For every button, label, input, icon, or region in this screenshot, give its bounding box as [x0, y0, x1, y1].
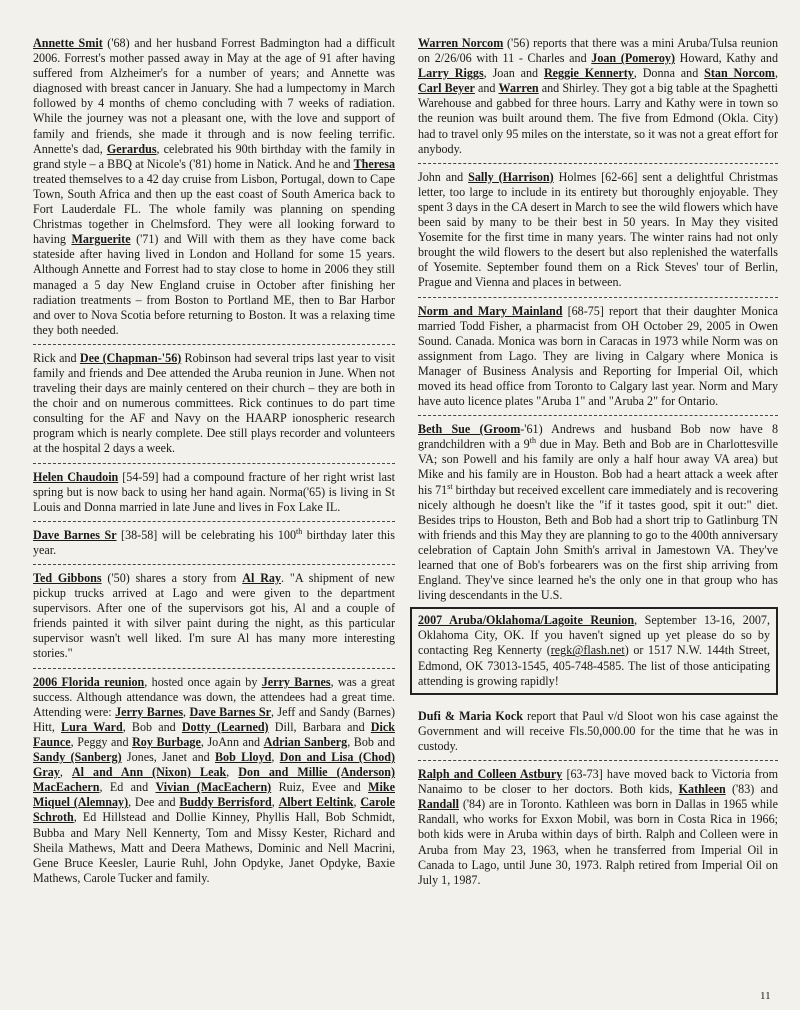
entry-astbury — [418, 767, 778, 888]
name-highlight: Adrian Sanberg — [263, 734, 348, 749]
entry-text: Ruiz, Evee and — [271, 780, 369, 795]
entry-text: , Ed Hillstead and Dollie Kinney, Phyllis Hall, Bob Schmidt, Bubba and Mary Nell Kennerty, Tom and Missy Kester, Richard and Sheila Mathews, Matt and Deera Mathews, Dominic and Nell Macrini, Gene Bruce Keesler, Laurie Ruhl, John Opdyke, Janet Opdyke, Baxie Mathews, Carole Tucker and family. — [33, 810, 395, 885]
name-highlight: Dufi & Maria Kock — [418, 708, 523, 723]
entry-text: . "A shipment of new pickup trucks arrived at Lago and were given to the department supervisors. After one of the supervisors got his, Al and a couple of friends painted it with silver paint during the night, as this particular supervisor wasn't well liked. I'm sure Al has many more interesting stories." — [33, 571, 395, 661]
name-highlight: Theresa — [353, 156, 395, 171]
entry-text: st — [447, 481, 453, 491]
entry-smit — [33, 36, 395, 338]
name-highlight: Dee (Chapman-'56) — [79, 350, 182, 365]
name-highlight: Carole Schroth — [33, 795, 396, 825]
entry-text: ('84) are in Toronto. Kathleen was born in Dallas in 1965 while Randall, who works for Exxon Mobil, was born in Costa Rica in 1966; both kids were in Aruba within days of birth. Ralph and Colleen were in Aruba from May 23, 1963, when he transferred from Imperial Oil in Canada to Lago, until June 30, 1973. Ralph retired from Imperial Oil on July 1, 1987. — [418, 797, 778, 887]
entry-holmes — [418, 170, 778, 291]
entry-text: , Dee and — [128, 795, 180, 810]
entry-text: Jones, Janet and — [121, 750, 215, 765]
entry-text: , Peggy and — [70, 734, 133, 749]
name-highlight: Roy Burbage — [132, 734, 201, 749]
entry-separator — [33, 521, 395, 522]
name-highlight: Larry Riggs — [418, 66, 484, 81]
name-highlight: Norm and Mary Mainland — [418, 303, 563, 318]
entry-text: report that Paul v/d Sloot won his case against the Government and will receive Fls.50,000.00 for the time that he was in custody. — [418, 708, 778, 753]
email-link[interactable]: regk@flash.net — [550, 643, 625, 658]
entry-text: Rick and — [33, 350, 80, 365]
entry-text: , — [271, 750, 280, 765]
entry-text: ('71) and Will with them as they have come back stateside after having lived in London and Holland for some 15 years. Although Annette and Forrest had to stay close to home in 2006 they still managed a 5 day New England cruise in October after finishing her radiation treatments – from Boston to Portland ME, then to Bar Harbor and over to Nova Scotia before returning to Boston. It was a relaxing time they both needed. — [33, 232, 395, 337]
entry-separator — [33, 668, 395, 669]
name-highlight: Dave Barnes Sr — [33, 527, 117, 542]
entry-text: -'61) Andrews and husband Bob now have 8 grandchildren with a 9 — [418, 422, 778, 452]
entry-text: th — [296, 526, 303, 536]
name-highlight: Marguerite — [71, 232, 131, 247]
entry-text: ('56) reports that there was a mini Aruba/Tulsa reunion on 2/26/06 with 11 - Charles and — [418, 36, 778, 66]
name-highlight: Dotty (Learned) — [181, 719, 269, 734]
name-highlight: Warren — [498, 81, 539, 96]
entry-text: , Jeff and Sandy (Barnes) Hitt, — [33, 704, 395, 734]
entry-spacer — [418, 701, 778, 709]
right-column — [418, 36, 778, 888]
entry-mainland — [418, 304, 778, 410]
name-highlight: Gerardus — [106, 141, 157, 156]
entry-text: Holmes [62-66] sent a delightful Christmas letter, too large to include in its entirety but thoroughly enjoyable. They spent 3 days in the CA desert in March to see the wild flowers which have been said by many to be their best in 50 years. In May they visited Yosemite for the first time in many years. The winter rains had not only brought the wild flowers to the desert but also replenished the waterfalls of Yosemite. September found them on a Rick Steves' tour of Berlin, Prague and Vienna and places in between. — [418, 169, 778, 290]
entry-florida — [33, 675, 395, 886]
entry-text: , September 13-16, 2007, Oklahoma City, OK. If you haven't signed up yet please do so by contacting Reg Kennerty ( — [418, 613, 770, 658]
name-highlight: Bob Lloyd — [214, 750, 272, 765]
entry-text: , hosted once again by — [144, 674, 262, 689]
entry-text: , Bob and — [122, 719, 182, 734]
entry-text: birthday later this year. — [33, 527, 395, 557]
name-highlight: Beth Sue (Groom — [418, 422, 521, 437]
name-highlight: Vivian (MacEachern) — [155, 780, 272, 795]
entry-barnes — [33, 528, 395, 558]
entry-andrews — [418, 422, 778, 603]
name-highlight: Kathleen — [678, 782, 726, 797]
name-highlight: Buddy Berrisford — [179, 795, 272, 810]
name-highlight: Carl Beyer — [418, 81, 475, 96]
entry-separator — [418, 760, 778, 761]
name-highlight: Sandy (Sanberg) — [33, 750, 122, 765]
name-highlight: Jerry Barnes — [261, 674, 331, 689]
name-highlight: Annette Smit — [33, 36, 103, 50]
entry-text: [68-75] report that their daughter Monica married Todd Fisher, a pharmacist from OH October 29, 2005 in Owen Sound. Canada. Monica was born in Caracas in 1973 while Norm was on assignment from Lago. They are living in Calgary where Monica is Manager of Business Analysis and Reporting for Imperial Oil, which moved its head office from Toronto to Calgary last year. Norm and Mary have auto licence plates "Aruba 1" and "Aruba 2" for Ontario. — [418, 303, 778, 409]
entry-text: [38-58] will be celebrating his 100 — [116, 527, 296, 542]
entry-text: , — [353, 795, 361, 810]
entry-text: , JoAnn and — [200, 734, 264, 749]
entry-reunion — [410, 607, 778, 694]
name-highlight: Dave Barnes Sr — [189, 704, 271, 719]
name-highlight: Al and Ann (Nixon) Leak — [71, 765, 227, 780]
entry-separator — [33, 463, 395, 464]
page-number: 11 — [760, 990, 771, 1002]
entry-text: and — [474, 81, 499, 96]
entry-text: , Joan and — [483, 66, 544, 81]
entry-separator — [33, 564, 395, 565]
entry-text: ('83) and — [725, 782, 778, 797]
entry-robinson — [33, 351, 395, 457]
entry-text: , — [226, 765, 239, 780]
entry-separator — [418, 297, 778, 298]
entry-text: Howard, Kathy and — [675, 51, 778, 66]
entry-text: , Bob and — [347, 734, 395, 749]
entry-text: treated themselves to a 42 day cruise from Lisbon, Portugal, down to Cape Town, South Africa and then up the east coast of South America back to Fort Lauderdale FL. The whole family was planning on spending Christmas together in Chelmsford. They were all looking forward to having — [33, 171, 395, 247]
name-highlight: Mike Miquel (Alemnay) — [33, 780, 395, 810]
left-column — [33, 36, 395, 886]
name-highlight: Dick Faunce — [33, 719, 395, 749]
name-highlight: Sally (Harrison) — [468, 169, 554, 184]
name-highlight: Don and Millie (Anderson) MacEachern — [33, 765, 396, 795]
name-highlight: Ralph and Colleen Astbury — [418, 767, 563, 782]
name-highlight: Al Ray — [242, 571, 282, 585]
entry-separator — [418, 163, 778, 164]
entry-text: , Ed and — [99, 780, 156, 795]
name-highlight: Ted Gibbons — [33, 571, 102, 585]
entry-text: and Shirley. They got a big table at the Spaghetti Warehouse and gabbed for three hours. Larry and Kathy were in town so the reunion was built around them. The five from Edmond (Okla. City) had to travel only 95 miles on the interstate, so it was not a great effort for anybody. — [418, 81, 779, 156]
entry-text: , — [59, 765, 72, 780]
name-highlight: Lura Ward — [61, 719, 123, 734]
entry-text: Robinson had several trips last year to visit family and friends and Dee attended the Aruba reunion in June. When not traveling their days are mainly centered on their church – they are both in the choir and on numerous committees. Rick continues to do part time consulting for the AF and Navy on the HAARP ionospheric research program which is nearly complete. Dee still plays recorder and volunteers at the hospital 2 days a week. — [33, 350, 395, 456]
name-highlight: 2007 Aruba/Oklahoma/Lagoite Reunion — [418, 613, 635, 628]
entry-norcom — [418, 36, 778, 157]
entry-text: , — [183, 704, 190, 719]
entry-text: , — [271, 795, 279, 810]
name-highlight: Helen Chaudoin — [33, 469, 119, 484]
entry-text: , celebrated his 90th birthday with the family in grand style – a BBQ at Nicole's ('81) home in Natick. And he and — [33, 141, 396, 171]
name-highlight: Joan (Pomeroy) — [591, 51, 675, 66]
entry-text: th — [529, 436, 536, 446]
entry-text: ('50) shares a story from — [101, 571, 243, 585]
entry-text: , Donna and — [633, 66, 705, 81]
entry-text: birthday but received excellent care immediately and is recovering nicely although he doesn't like the "if it tastes good, spit it out:" diet. Besides trips to Houston, Beth and Bob had a short trip to Gatlinburg TN with friends and this May they are planning to go to the 400th anniversary celebration of Captain John Smith's arrival in Jamestown VA. They've learned that one of Bob's forbearers was on the first ship arriving from England. They've since learned he's the only one in that group who has living descendants in the U.S. — [418, 482, 778, 603]
entry-gibbons — [33, 571, 395, 662]
entry-text: [63-73] have moved back to Victoria from Nanaimo to be closer to her doctors. Both kids, — [418, 767, 778, 797]
entry-text: , — [774, 66, 779, 81]
entry-kock — [418, 709, 778, 754]
entry-text: due in May. Beth and Bob are in Charlottesville VA; son Powell and his family are only a half hour away VA area) but Mike and his family are in Houston. Bob had a heart attack a week after his 71 — [418, 437, 778, 497]
entry-separator — [418, 415, 778, 416]
entry-chaudoin — [33, 470, 395, 515]
entry-text: ) or 1517 N.W. 144th Street, Edmond, OK 73013-1545, 405-748-4585. The list of those anticipating attending is growing rapidly! — [418, 643, 770, 688]
name-highlight: Randall — [418, 797, 459, 812]
entry-text: Dill, Barbara and — [268, 719, 371, 734]
name-highlight: Stan Norcom — [704, 66, 775, 81]
entry-text: John and — [418, 169, 469, 184]
name-highlight: 2006 Florida reunion — [33, 674, 145, 689]
name-highlight: Don and Lisa (Chod) Gray — [33, 750, 396, 780]
name-highlight: Jerry Barnes — [115, 704, 184, 719]
entry-text: [54-59] had a compound fracture of her right wrist last spring but is now back to using her hand again. Norma('65) is living in St Louis and Donna married in late June and lives in Fox Lake IL. — [33, 469, 396, 514]
entry-text: ('68) and her husband Forrest Badmington had a difficult 2006. Forrest's mother passed away in May at the age of 91 after having suffered from Alzheimer's for a number of years; and Annette was diagnosed with breast cancer in January. She had a lumpectomy in March followed by 4 months of chemo concluding with 7 weeks of radiation. While the journey was not a pleasant one, with the love and support of family and friends, she made it through and is now feeling terrific. Annette's dad, — [33, 36, 396, 156]
entry-text: , was a great success. Although attendance was down, the attendees had a great time. Attending were: — [33, 674, 395, 719]
name-highlight: Reggie Kennerty — [543, 66, 634, 81]
name-highlight: Warren Norcom — [418, 36, 504, 50]
name-highlight: Albert Eeltink — [278, 795, 354, 810]
entry-separator — [33, 344, 395, 345]
